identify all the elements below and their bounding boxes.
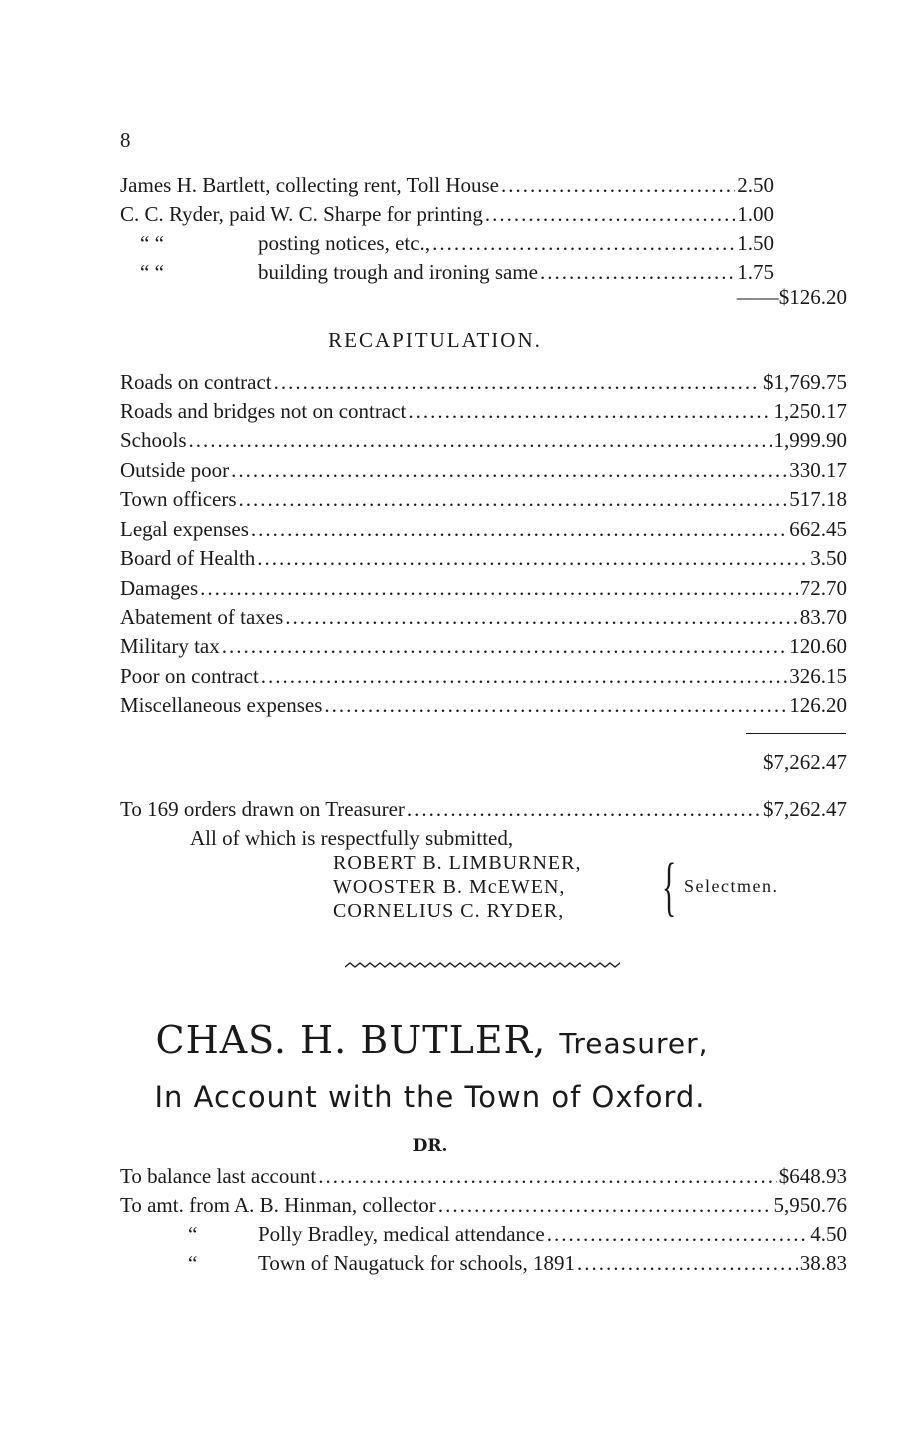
leader-dots xyxy=(438,1192,772,1218)
recap-item xyxy=(120,663,847,689)
leader-dots xyxy=(408,398,771,424)
item-amount: 330.17 xyxy=(789,458,847,482)
leader-dots xyxy=(547,1221,809,1247)
item-label: To balance last account xyxy=(120,1164,317,1188)
item-label: Roads on contract xyxy=(120,370,272,394)
leader-dots xyxy=(324,692,787,718)
recapitulation-total: $7,262.47 xyxy=(763,750,847,774)
item-label: building trough and ironing same xyxy=(258,260,538,284)
submitted-text: All of which is respectfully submitted, xyxy=(190,826,514,850)
item-label: Military tax xyxy=(120,634,220,658)
item-amount: 5,950.76 xyxy=(773,1193,847,1217)
leader-dots xyxy=(251,516,787,542)
recap-item xyxy=(120,692,847,718)
item-amount: 120.60 xyxy=(789,634,847,658)
item-amount: 1,999.90 xyxy=(773,428,847,452)
recap-item xyxy=(120,516,847,542)
recap-item xyxy=(120,427,847,453)
ditto-marks: “ “ xyxy=(140,231,164,255)
item-amount: 517.18 xyxy=(789,487,847,511)
recap-item xyxy=(120,604,847,630)
selectmen-label: Selectmen. xyxy=(684,876,779,896)
prior-item xyxy=(120,201,774,227)
leader-dots xyxy=(577,1250,798,1276)
item-label: Town of Naugatuck for schools, 1891 xyxy=(258,1251,575,1275)
item-label: Damages xyxy=(120,576,199,600)
recap-item xyxy=(120,369,847,395)
leader-dots xyxy=(239,486,788,512)
signatory: WOOSTER B. McEWEN, xyxy=(333,876,566,898)
leader-dots xyxy=(231,457,787,483)
leader-dots xyxy=(189,427,772,453)
item-amount: 2.50 xyxy=(737,173,774,197)
leader-dots xyxy=(407,796,761,822)
item-amount: 38.83 xyxy=(799,1251,847,1275)
recap-item xyxy=(120,457,847,483)
item-amount: 83.70 xyxy=(799,605,847,629)
item-amount: 326.15 xyxy=(789,664,847,688)
wavy-divider-icon xyxy=(345,960,620,974)
leader-dots xyxy=(540,259,735,285)
item-label: Miscellaneous expenses xyxy=(120,693,323,717)
leader-dots xyxy=(274,369,761,395)
leader-dots xyxy=(501,172,735,198)
item-label: Outside poor xyxy=(120,458,230,482)
treasurer-name: CHAS. H. BUTLER, xyxy=(155,1018,547,1062)
item-label: Schools xyxy=(120,428,187,452)
debit-label: DR. xyxy=(412,1136,448,1156)
item-amount: 662.45 xyxy=(789,517,847,541)
prior-item xyxy=(140,259,774,285)
ditto-marks: “ xyxy=(188,1222,198,1246)
account-item xyxy=(120,1192,847,1218)
treasurer-title: Treasurer, xyxy=(559,1027,709,1060)
prior-item xyxy=(140,230,774,256)
item-label: Town officers xyxy=(120,487,237,511)
account-subtitle: In Account with the Town of Oxford. xyxy=(154,1080,706,1114)
submitted-line xyxy=(190,825,513,851)
ditto-marks: “ xyxy=(188,1251,198,1275)
leader-dots xyxy=(432,230,735,256)
recap-item xyxy=(120,545,847,571)
account-item xyxy=(188,1250,847,1276)
signatory: CORNELIUS C. RYDER, xyxy=(333,900,565,922)
item-amount: 3.50 xyxy=(810,546,847,570)
item-amount: 1,250.17 xyxy=(773,399,847,423)
leader-dots xyxy=(257,545,808,571)
item-amount: 4.50 xyxy=(810,1222,847,1246)
item-amount: 72.70 xyxy=(799,576,847,600)
item-amount: 1.50 xyxy=(737,231,774,255)
brace-icon: { xyxy=(662,850,677,923)
leader-dots xyxy=(318,1163,777,1189)
account-item xyxy=(188,1221,847,1247)
item-amount: $1,769.75 xyxy=(763,370,847,394)
leader-dots xyxy=(200,575,798,601)
prior-item xyxy=(120,172,774,198)
item-label: James H. Bartlett, collecting rent, Toll House xyxy=(120,173,499,197)
recapitulation-heading: RECAPITULATION. xyxy=(328,328,542,352)
item-label: To 169 orders drawn on Treasurer xyxy=(120,797,405,821)
item-label: Polly Bradley, medical attendance xyxy=(258,1222,545,1246)
item-label: Legal expenses xyxy=(120,517,249,541)
item-label: Board of Health xyxy=(120,546,256,570)
recap-item xyxy=(120,633,847,659)
orders-line xyxy=(120,796,847,822)
prior-total: ——$126.20 xyxy=(736,285,847,309)
item-label: To amt. from A. B. Hinman, collector xyxy=(120,1193,436,1217)
recap-item xyxy=(120,486,847,512)
item-amount: $648.93 xyxy=(778,1164,847,1188)
item-amount: 1.75 xyxy=(737,260,774,284)
recap-item xyxy=(120,575,847,601)
item-label: Abatement of taxes xyxy=(120,605,284,629)
item-label: C. C. Ryder, paid W. C. Sharpe for printing xyxy=(120,202,483,226)
leader-dots xyxy=(285,604,797,630)
total-rule xyxy=(746,733,846,734)
leader-dots xyxy=(485,201,735,227)
leader-dots xyxy=(261,663,787,689)
item-amount: 126.20 xyxy=(789,693,847,717)
item-amount: 1.00 xyxy=(737,202,774,226)
page-number: 8 xyxy=(120,128,131,152)
item-amount: $7,262.47 xyxy=(763,797,847,821)
item-label: Poor on contract xyxy=(120,664,259,688)
account-item xyxy=(120,1163,847,1189)
ditto-marks: “ “ xyxy=(140,260,164,284)
recap-item xyxy=(120,398,847,424)
signatory: ROBERT B. LIMBURNER, xyxy=(333,852,582,874)
item-label: posting notices, etc., xyxy=(258,231,431,255)
treasurer-heading xyxy=(0,1018,882,1062)
leader-dots xyxy=(222,633,788,659)
item-label: Roads and bridges not on contract xyxy=(120,399,407,423)
